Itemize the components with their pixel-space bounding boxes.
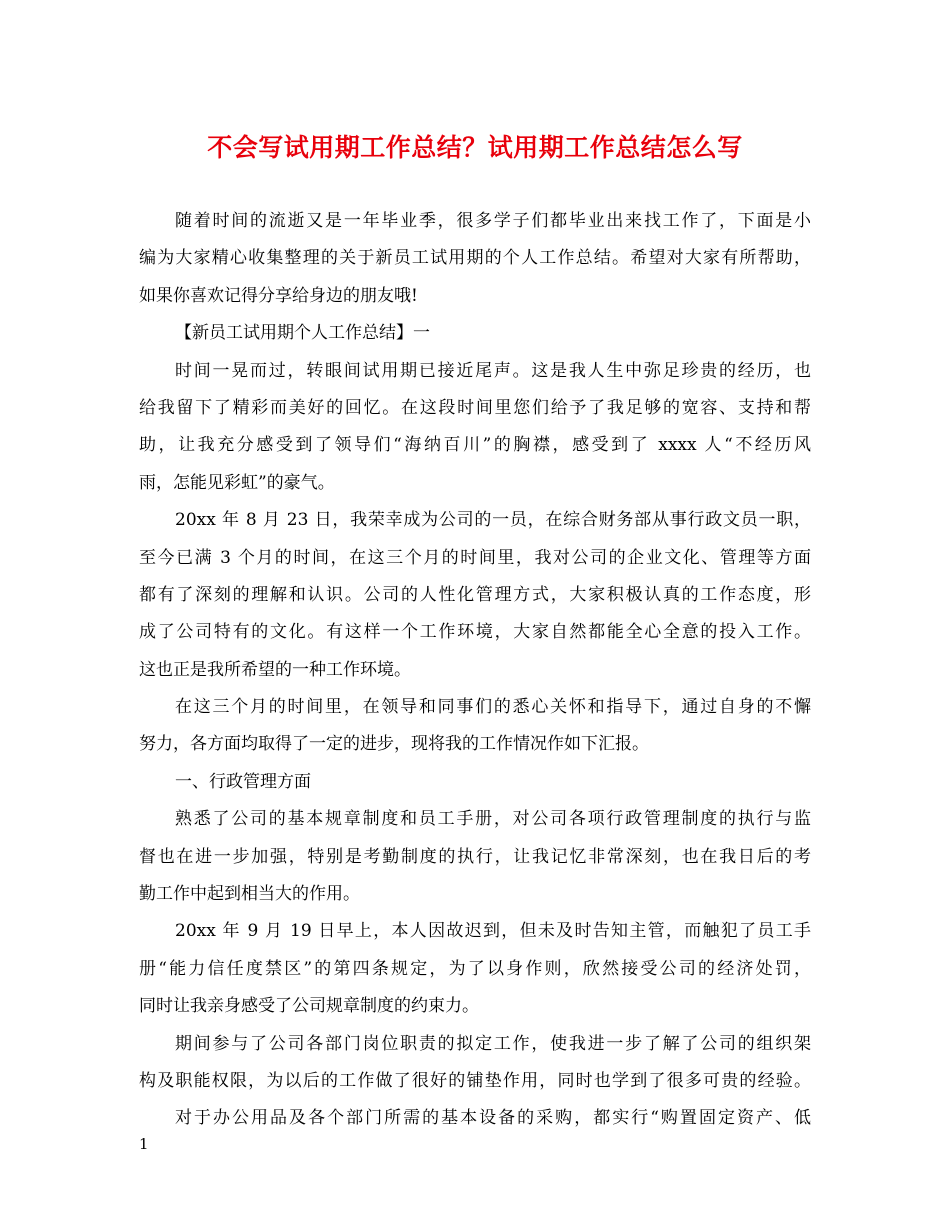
- body-text-line: 册“能力信任度禁区”的第四条规定，为了以身作则，欣然接受公司的经济处罚，: [139, 958, 811, 979]
- body-text-line: 期间参与了公司各部门岗位职责的拟定工作，使我进一步了解了公司的组织架: [175, 1033, 811, 1054]
- body-text-line: 【新员工试用期个人工作总结】一: [175, 323, 430, 344]
- body-text-line: 如果你喜欢记得分享给身边的朋友哦!: [139, 285, 418, 306]
- page-number: 1: [139, 1135, 149, 1153]
- body-text-line: 督也在进一步加强，特别是考勤制度的执行，让我记忆非常深刻，也在我日后的考: [139, 846, 811, 867]
- body-text-line: 熟悉了公司的基本规章制度和员工手册，对公司各项行政管理制度的执行与监: [175, 809, 811, 830]
- body-text-line: 给我留下了精彩而美好的回忆。在这段时间里您们给予了我足够的宽容、支持和帮: [139, 397, 811, 418]
- body-text-line: 勤工作中起到相当大的作用。: [139, 884, 360, 905]
- body-text-line: 随着时间的流逝又是一年毕业季，很多学子们都毕业出来找工作了，下面是小: [175, 211, 811, 231]
- body-text-line: 成了公司特有的文化。有这样一个工作环境，大家自然都能全心全意的投入工作。: [139, 622, 811, 643]
- body-text-line: 至今已满 3 个月的时间，在这三个月的时间里，我对公司的企业文化、管理等方面: [139, 547, 811, 568]
- body-text-line: 在这三个月的时间里，在领导和同事们的悉心关怀和指导下，通过自身的不懈: [175, 697, 811, 718]
- body-text-line: 编为大家精心收集整理的关于新员工试用期的个人工作总结。希望对大家有所帮助，: [139, 248, 811, 269]
- body-text-line: 助，让我充分感受到了领导们“海纳百川”的胸襟，感受到了 xxxx 人“不经历风: [139, 435, 811, 456]
- body-text-line: 同时让我亲身感受了公司规章制度的约束力。: [139, 996, 479, 1017]
- body-text-line: 对于办公用品及各个部门所需的基本设备的采购，都实行“购置固定资产、低: [175, 1108, 811, 1129]
- body-text-line: 20xx 年 9 月 19 日早上，本人因故迟到，但未及时告知主管，而触犯了员工手: [175, 921, 811, 942]
- document-body: [139, 203, 811, 1138]
- body-text-line: 这也正是我所希望的一种工作环境。: [139, 659, 411, 680]
- body-text-line: 时间一晃而过，转眼间试用期已接近尾声。这是我人生中弥足珍贵的经历，也: [175, 360, 811, 381]
- body-text-line: 都有了深刻的理解和认识。公司的人性化管理方式，大家积极认真的工作态度，形: [139, 584, 811, 605]
- body-text-line: 构及职能权限，为以后的工作做了很好的铺垫作用，同时也学到了很多可贵的经验。: [139, 1070, 811, 1091]
- body-text-line: 一、行政管理方面: [175, 771, 311, 792]
- body-text-line: 雨，怎能见彩虹”的豪气。: [139, 472, 335, 493]
- body-text-line: 20xx 年 8 月 23 日，我荣幸成为公司的一员，在综合财务部从事行政文员一职，: [175, 510, 811, 531]
- document-title: 不会写试用期工作总结？试用期工作总结怎么写: [207, 133, 743, 162]
- body-text-line: 努力，各方面均取得了一定的进步，现将我的工作情况作如下汇报。: [139, 734, 649, 755]
